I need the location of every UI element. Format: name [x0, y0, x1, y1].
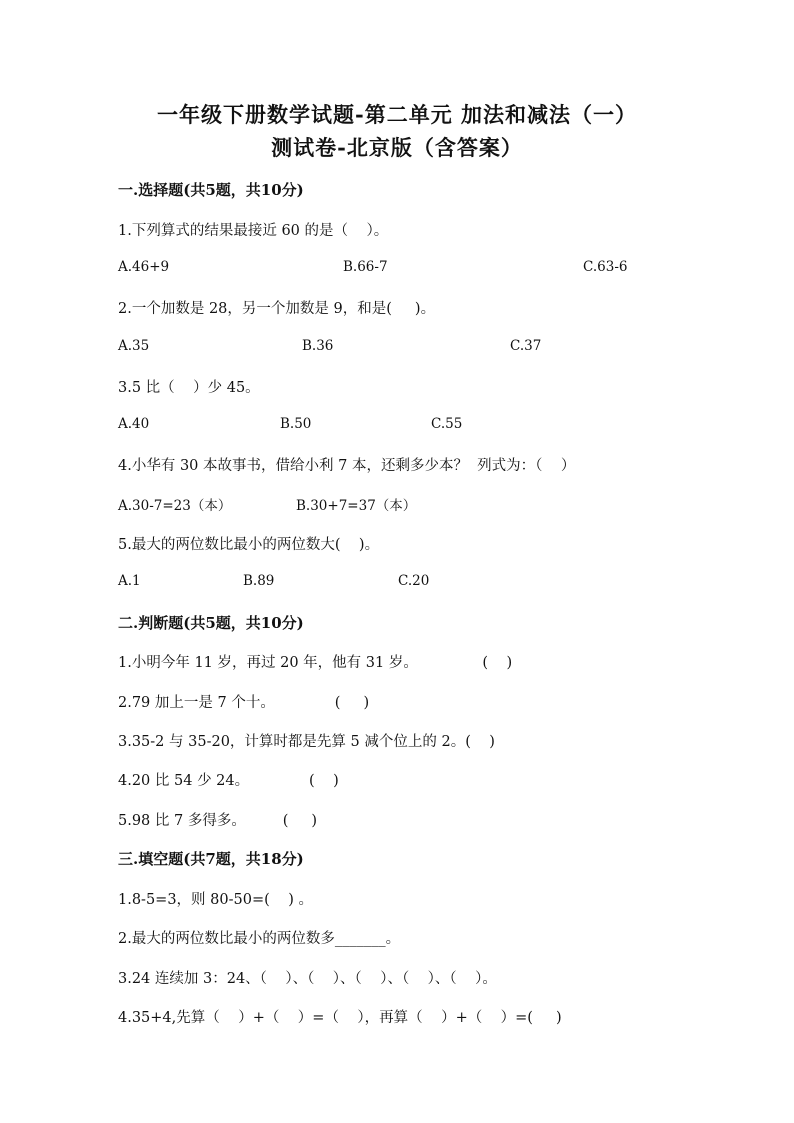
choice-q3-option-c: C.55 [431, 416, 463, 432]
fill-q1: 1.8-5=3，则 80-50=( ) 。 [118, 892, 313, 908]
choice-q5-option-c: C.20 [398, 573, 430, 589]
choice-q2-option-b: B.36 [302, 338, 334, 354]
choice-q5-stem: 5.最大的两位数比最小的两位数大( )。 [118, 537, 380, 553]
choice-q3-option-b: B.50 [280, 416, 312, 432]
page-title-line2: 测试卷-北京版（含答案） [271, 135, 523, 160]
judge-q5: 5.98 比 7 多得多。 ( ) [118, 813, 318, 829]
choice-q1-option-c: C.63-6 [583, 259, 628, 275]
fill-q4: 4.35+4,先算（ ）+（ ）=（ ），再算（ ）+（ ）=( ) [118, 1010, 562, 1026]
choice-q4-option-b: B.30+7=37（本） [296, 498, 417, 514]
judge-q4: 4.20 比 54 少 24。 ( ) [118, 773, 339, 789]
fill-q3: 3.24 连续加 3：24、（ ）、（ ）、（ ）、（ ）、（ ）。 [118, 971, 497, 987]
choice-q3-option-a: A.40 [118, 416, 150, 432]
section-heading-choice: 一.选择题(共5题，共10分) [118, 181, 304, 199]
choice-q2-option-a: A.35 [118, 338, 150, 354]
section-heading-fill: 三.填空题(共7题，共18分) [118, 850, 304, 868]
choice-q2-stem: 2.一个加数是 28，另一个加数是 9，和是( )。 [118, 301, 436, 317]
choice-q1-option-b: B.66-7 [343, 259, 388, 275]
choice-q4-stem: 4.小华有 30 本故事书，借给小利 7 本，还剩多少本？ 列式为：（ ） [118, 458, 576, 474]
section-heading-judge: 二.判断题(共5题，共10分) [118, 614, 304, 632]
fill-q2: 2.最大的两位数比最小的两位数多_______。 [118, 931, 401, 947]
choice-q5-option-a: A.1 [118, 573, 141, 589]
judge-q1: 1.小明今年 11 岁，再过 20 年，他有 31 岁。 ( ) [118, 655, 513, 671]
choice-q3-stem: 3.5 比（ ）少 45。 [118, 380, 260, 396]
choice-q4-option-a: A.30-7=23（本） [118, 498, 232, 514]
choice-q1-stem: 1.下列算式的结果最接近 60 的是（ ）。 [118, 223, 389, 239]
choice-q2-option-c: C.37 [510, 338, 542, 354]
judge-q3: 3.35-2 与 35-20，计算时都是先算 5 减个位上的 2。( ) [118, 734, 495, 750]
choice-q5-option-b: B.89 [243, 573, 275, 589]
choice-q1-option-a: A.46+9 [118, 259, 170, 275]
judge-q2: 2.79 加上一是 7 个十。 ( ) [118, 695, 370, 711]
page-title-line1: 一年级下册数学试题-第二单元 加法和减法（一） [156, 102, 638, 127]
